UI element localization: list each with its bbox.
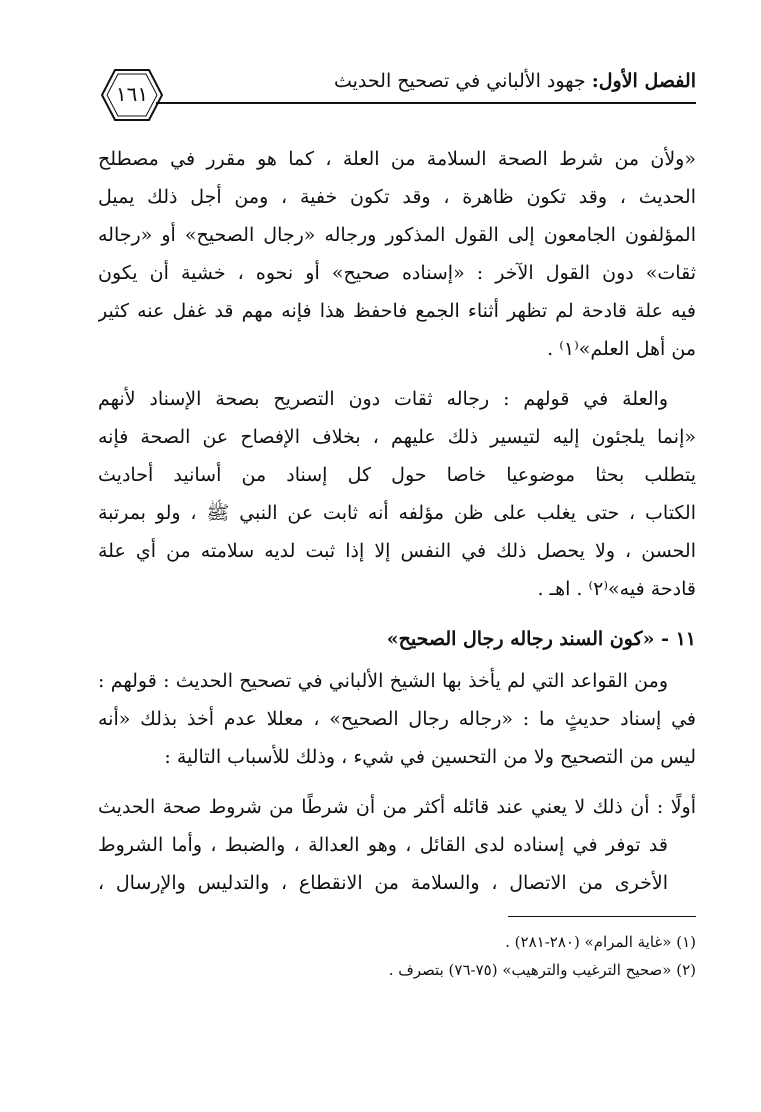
quote-paragraph-2 [98,380,696,608]
text-line: قادحة فيه»⁽٢⁾ . اهـ . [537,578,696,600]
footnote-item: (١) «غاية المرام» (٢٨٠-٢٨١) . [505,933,696,951]
page-number: ١٦١ [115,82,149,106]
page-number-badge [100,68,164,122]
text-line: ليس من التصحيح ولا من التحسين في شيء ، وذلك للأسباب التالية : [164,746,696,768]
text-line: المؤلفون الجامعون إلى القول المذكور ورجاله «رجال الصحيح» أو «رجاله [98,224,696,246]
running-head [334,68,696,94]
section-heading: ١١ - «كون السند رجاله رجال الصحيح» [386,628,696,650]
text-line: «إنما يلجئون إليه لتيسير ذلك عليهم ، بخلاف الإفصاح عن الصحة فإنه [98,426,696,448]
paragraph-3 [98,662,696,776]
text-line: يتطلب بحثا موضوعيا خاصا حول كل إسناد من أسانيد أحاديث [98,464,696,486]
quote-paragraph-1 [98,140,696,368]
chapter-label: الفصل الأول: [591,70,696,92]
chapter-title: جهود الألباني في تصحيح الحديث [333,70,592,92]
text-line: أولًا : أن ذلك لا يعني عند قائله أكثر من أن شرطًا من شروط صحة الحديث [98,796,696,818]
text-line: ومن القواعد التي لم يأخذ بها الشيخ الألباني في تصحيح الحديث : قولهم : [98,670,668,692]
text-line: الحسن ، ولا يحصل ذلك في النفس إلا إذا ثبت لديه سلامته من أي علة [98,540,696,562]
text-line: ثقات» دون القول الآخر : «إسناده صحيح» أو نحوه ، خشية أن يكون [98,262,696,284]
text-line: والعلة في قولهم : رجاله ثقات دون التصريح بصحة الإسناد لأنهم [98,388,668,410]
paragraph-4 [98,788,696,902]
footnote-item: (٢) «صحيح الترغيب والترهيب» (٧٥-٧٦) بتصرف . [388,961,696,979]
text-line: قد توفر في إسناده لدى القائل ، وهو العدالة ، والضبط ، وأما الشروط [98,834,668,856]
footnote-divider [508,916,696,917]
text-line: «ولأن من شرط الصحة السلامة من العلة ، كما هو مقرر في مصطلح [98,148,696,170]
text-line: فيه علة قادحة لم تظهر أثناء الجمع فاحفظ هذا فإنه مهم قد غفل عنه كثير [98,300,696,322]
text-line: من أهل العلم»⁽١⁾ . [547,338,696,360]
text-line: الحديث ، وقد تكون ظاهرة ، وقد تكون خفية ، ومن أجل ذلك يميل [98,186,696,208]
text-line: الأخرى من الاتصال ، والسلامة من الانقطاع ، والتدليس والإرسال ، [98,872,668,894]
footnotes [98,928,696,984]
main-text [98,140,696,914]
text-line: في إسناد حديثٍ ما : «رجاله رجال الصحيح» ، معللا عدم أخذ بذلك «أنه [98,708,696,730]
text-line: الكتاب ، حتى يغلب على ظن مؤلفه أنه ثابت عن النبي ﷺ ، ولو بمرتبة [98,502,696,524]
header-divider [156,102,696,104]
page-header [98,62,696,122]
